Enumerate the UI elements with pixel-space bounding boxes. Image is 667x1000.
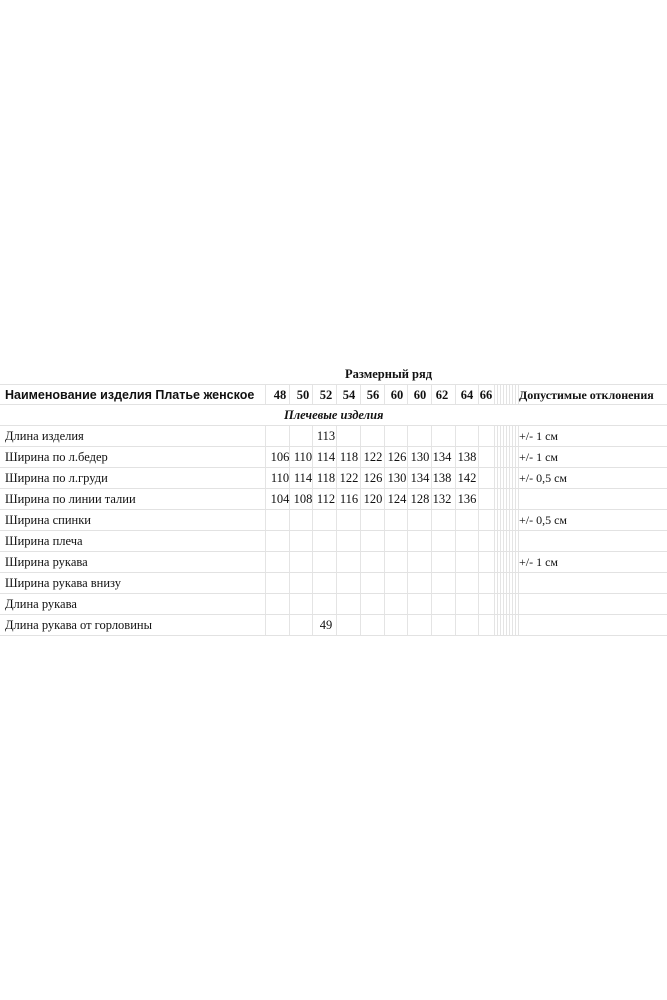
grid-line [384,531,385,551]
size-range-header [0,364,667,384]
grid-line [265,489,266,509]
product-label: Наименование изделия Платье женское [5,388,255,402]
grid-line [515,426,516,446]
grid-line [515,615,516,635]
grid-line [360,531,361,551]
measurement-value: 130 [387,471,407,485]
grid-line [265,468,266,488]
measurement-value: 130 [410,450,430,464]
grid-line [265,573,266,593]
grid-line [494,489,495,509]
grid-line [512,385,513,404]
table-row [0,615,667,636]
grid-line [509,552,510,572]
size-header-cell: 54 [342,388,356,402]
grid-line [494,531,495,551]
grid-line [518,573,519,593]
grid-line [360,385,361,404]
grid-line [455,531,456,551]
grid-line [265,385,266,404]
measurement-value: 128 [410,492,430,506]
grid-line [497,385,498,404]
grid-line [515,510,516,530]
grid-line [265,447,266,467]
grid-line [503,385,504,404]
grid-line [506,615,507,635]
table-row [0,594,667,615]
grid-line [512,531,513,551]
grid-line [478,552,479,572]
table-row [0,510,667,531]
grid-line [506,489,507,509]
grid-line [336,468,337,488]
grid-line [509,447,510,467]
grid-line [506,594,507,614]
grid-line [360,615,361,635]
section-row [0,405,667,426]
measurement-value: 110 [270,471,290,485]
tolerance-header: Допустимые отклонения [519,388,654,402]
measurement-name: Ширина рукава [5,555,88,569]
grid-line [455,573,456,593]
measurement-value: 118 [339,450,359,464]
grid-line [407,489,408,509]
grid-line [289,573,290,593]
table-row [0,531,667,552]
grid-line [336,447,337,467]
grid-line [494,385,495,404]
grid-line [518,531,519,551]
grid-line [509,615,510,635]
measurement-value: 120 [363,492,383,506]
grid-line [494,447,495,467]
grid-line [312,573,313,593]
grid-line [509,489,510,509]
grid-line [455,552,456,572]
tolerance-value: +/- 0,5 см [519,471,568,485]
grid-line [494,426,495,446]
grid-line [478,615,479,635]
grid-line [503,426,504,446]
grid-line [336,594,337,614]
grid-line [497,447,498,467]
grid-line [503,573,504,593]
grid-line [509,468,510,488]
grid-line [497,426,498,446]
grid-line [478,510,479,530]
grid-line [503,510,504,530]
grid-line [494,510,495,530]
grid-line [500,489,501,509]
grid-line [478,447,479,467]
table-row [0,426,667,447]
measurement-value: 116 [339,492,359,506]
grid-line [515,552,516,572]
grid-line [497,531,498,551]
grid-line [289,531,290,551]
grid-line [509,385,510,404]
grid-line [515,468,516,488]
measurement-name: Ширина спинки [5,513,91,527]
measurement-value: 112 [316,492,336,506]
grid-line [500,385,501,404]
grid-line [509,426,510,446]
grid-line [503,615,504,635]
grid-line [360,426,361,446]
measurement-value: 136 [457,492,477,506]
table-row [0,447,667,468]
grid-line [478,573,479,593]
grid-line [455,385,456,404]
measurement-value: 138 [432,471,452,485]
grid-line [497,510,498,530]
tolerance-value: +/- 0,5 см [519,513,568,527]
grid-line [407,510,408,530]
grid-line [384,447,385,467]
size-header-cell: 56 [366,388,380,402]
grid-line [478,468,479,488]
grid-line [494,594,495,614]
grid-line [503,594,504,614]
grid-line [312,531,313,551]
grid-line [518,615,519,635]
grid-line [497,594,498,614]
measurement-value: 138 [457,450,477,464]
grid-line [384,594,385,614]
grid-line [360,468,361,488]
measurement-value: 122 [339,471,359,485]
grid-line [265,531,266,551]
grid-line [455,615,456,635]
grid-line [407,468,408,488]
grid-line [503,531,504,551]
grid-line [431,426,432,446]
size-table [0,384,667,636]
measurement-value: 114 [293,471,313,485]
measurement-value: 126 [387,450,407,464]
measurement-value: 124 [387,492,407,506]
grid-line [497,552,498,572]
grid-line [455,489,456,509]
grid-line [312,385,313,404]
grid-line [407,385,408,404]
grid-line [455,447,456,467]
measurement-name: Ширина по линии талии [5,492,136,506]
grid-line [500,594,501,614]
grid-line [312,510,313,530]
grid-line [478,594,479,614]
grid-line [312,594,313,614]
grid-line [360,594,361,614]
measurement-value: 132 [432,492,452,506]
grid-line [455,594,456,614]
grid-line [431,552,432,572]
grid-line [506,573,507,593]
measurement-value: 108 [293,492,313,506]
grid-line [384,489,385,509]
table-row [0,552,667,573]
grid-line [494,615,495,635]
measurement-value: 49 [319,618,333,632]
grid-line [512,552,513,572]
grid-line [289,552,290,572]
title-row [0,384,667,405]
measurement-value: 126 [363,471,383,485]
grid-line [407,594,408,614]
grid-line [407,447,408,467]
grid-line [509,510,510,530]
grid-line [506,552,507,572]
measurement-name: Ширина плеча [5,534,83,548]
grid-line [336,531,337,551]
grid-line [336,489,337,509]
grid-line [503,468,504,488]
grid-line [407,552,408,572]
table-row [0,573,667,594]
grid-line [512,510,513,530]
grid-line [503,447,504,467]
grid-line [500,615,501,635]
grid-line [336,385,337,404]
grid-line [407,531,408,551]
grid-line [336,426,337,446]
grid-line [407,426,408,446]
grid-line [497,468,498,488]
size-header-cell: 50 [296,388,310,402]
grid-line [506,531,507,551]
tolerance-value: +/- 1 см [519,450,559,464]
measurement-name: Длина рукава [5,597,77,611]
measurement-value: 134 [432,450,452,464]
grid-line [500,552,501,572]
grid-line [384,552,385,572]
grid-line [336,510,337,530]
grid-line [506,447,507,467]
grid-line [455,426,456,446]
grid-line [515,594,516,614]
grid-line [494,552,495,572]
size-header-cell: 64 [460,388,474,402]
measurement-value: 110 [293,450,313,464]
grid-line [478,426,479,446]
grid-line [518,594,519,614]
grid-line [407,573,408,593]
grid-line [384,615,385,635]
grid-line [494,468,495,488]
grid-line [506,426,507,446]
measurement-value: 104 [270,492,290,506]
measurement-value: 113 [316,429,336,443]
grid-line [360,573,361,593]
measurement-name: Ширина по л.груди [5,471,108,485]
measurement-value: 118 [316,471,336,485]
grid-line [384,468,385,488]
grid-line [500,531,501,551]
grid-line [265,594,266,614]
grid-line [312,615,313,635]
grid-line [500,468,501,488]
grid-line [289,426,290,446]
grid-line [506,510,507,530]
grid-line [336,615,337,635]
grid-line [407,615,408,635]
grid-line [360,552,361,572]
grid-line [512,447,513,467]
grid-line [506,385,507,404]
grid-line [500,426,501,446]
grid-line [509,573,510,593]
section-label: Плечевые изделия [284,408,384,422]
grid-line [360,510,361,530]
grid-line [431,573,432,593]
grid-line [384,426,385,446]
grid-line [497,615,498,635]
grid-line [494,573,495,593]
size-header-cell: 60 [390,388,404,402]
measurement-name: Ширина по л.бедер [5,450,108,464]
grid-line [289,385,290,404]
grid-line [512,468,513,488]
grid-line [503,552,504,572]
grid-line [518,489,519,509]
grid-line [500,447,501,467]
grid-line [512,615,513,635]
grid-line [515,447,516,467]
grid-line [384,573,385,593]
grid-line [265,615,266,635]
size-header-cell: 66 [479,388,493,402]
tolerance-value: +/- 1 см [519,429,559,443]
grid-line [431,531,432,551]
grid-line [512,426,513,446]
grid-line [497,573,498,593]
grid-line [512,573,513,593]
grid-line [509,531,510,551]
grid-line [289,594,290,614]
grid-line [265,552,266,572]
grid-line [265,426,266,446]
grid-line [265,510,266,530]
grid-line [431,510,432,530]
size-header-cell: 62 [435,388,449,402]
size-header-cell: 60 [413,388,427,402]
measurement-name: Длина рукава от горловины [5,618,152,632]
grid-line [500,573,501,593]
measurement-value: 142 [457,471,477,485]
measurement-name: Длина изделия [5,429,84,443]
measurement-value: 134 [410,471,430,485]
size-chart [0,364,667,636]
grid-line [360,447,361,467]
grid-line [360,489,361,509]
grid-line [431,385,432,404]
grid-line [336,552,337,572]
grid-line [515,385,516,404]
grid-line [515,573,516,593]
grid-line [312,426,313,446]
tolerance-value: +/- 1 см [519,555,559,569]
grid-line [512,489,513,509]
grid-line [478,489,479,509]
grid-line [384,385,385,404]
table-row [0,468,667,489]
grid-line [384,510,385,530]
grid-line [512,594,513,614]
grid-line [497,489,498,509]
grid-line [478,531,479,551]
grid-line [509,594,510,614]
grid-line [506,468,507,488]
measurement-name: Ширина рукава внизу [5,576,121,590]
grid-line [289,510,290,530]
grid-line [431,594,432,614]
measurement-value: 122 [363,450,383,464]
grid-line [515,489,516,509]
grid-line [312,552,313,572]
grid-line [515,531,516,551]
grid-line [431,615,432,635]
grid-line [455,468,456,488]
measurement-value: 106 [270,450,290,464]
size-range-title: Размерный ряд [345,367,433,381]
grid-line [503,489,504,509]
grid-line [336,573,337,593]
size-header-cell: 52 [319,388,333,402]
size-header-cell: 48 [273,388,287,402]
grid-line [289,615,290,635]
grid-line [500,510,501,530]
grid-line [455,510,456,530]
table-row [0,489,667,510]
measurement-value: 114 [316,450,336,464]
